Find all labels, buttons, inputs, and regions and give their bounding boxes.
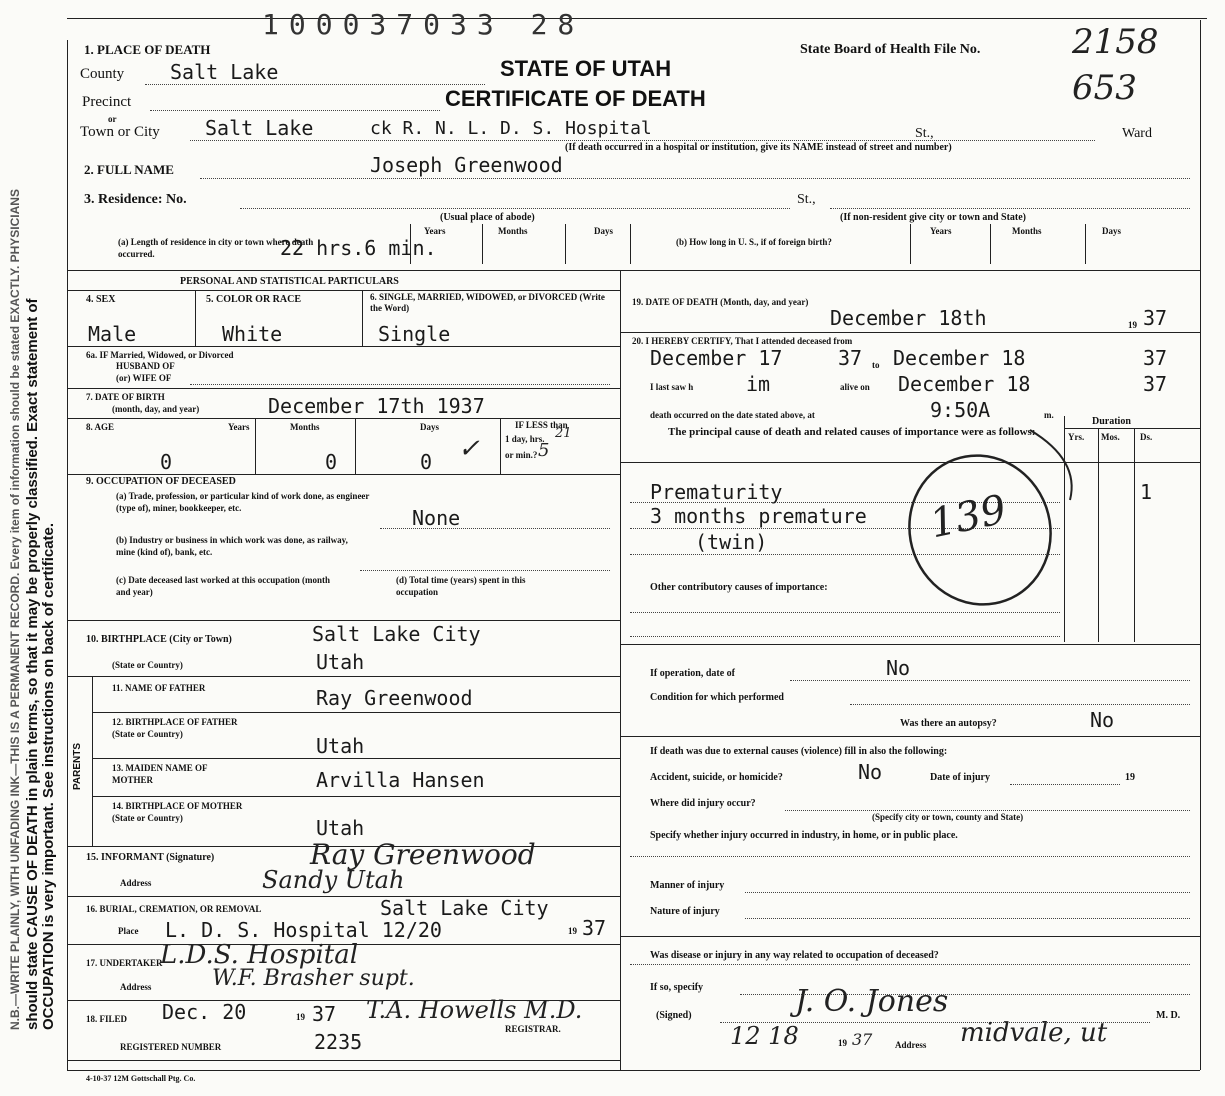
spouse-label-2: HUSBAND OF	[116, 361, 175, 371]
manner-label: Manner of injury	[650, 880, 725, 891]
nature-label: Nature of injury	[650, 906, 720, 917]
father-name-value: Ray Greenwood	[316, 686, 473, 710]
father-bp-label: 12. BIRTHPLACE OF FATHER (State or Country)	[112, 717, 238, 739]
specify-note: (Specify city or town, county and State)	[872, 812, 1024, 822]
age-days-value: 0	[420, 450, 433, 474]
age-years-value: 0	[160, 450, 173, 474]
death-date-value: December 18th	[830, 306, 987, 330]
cause-label: The principal cause of death and related causes of importance were as follows:	[668, 426, 1036, 438]
hospital-note: (If death occurred in a hospital or institution, give its NAME instead of street and number)	[565, 142, 952, 153]
state-title: STATE OF UTAH	[500, 56, 672, 81]
death-time: 9:50A	[930, 398, 991, 422]
ds-label: Ds.	[1140, 432, 1153, 442]
personal-title: PERSONAL AND STATISTICAL PARTICULARS	[180, 276, 399, 287]
file-no-label: State Board of Health File No.	[800, 42, 981, 57]
other-causes-label: Other contributory causes of importance:	[650, 582, 828, 593]
ward-label: Ward	[1122, 126, 1152, 141]
length-of-residence-label: (a) Length of residence in city or town where death occurred.	[118, 237, 314, 259]
where-label: Where did injury occur?	[650, 798, 756, 809]
mos-label: Mos.	[1101, 432, 1120, 442]
cause-2: 3 months premature	[650, 504, 867, 528]
occupation-d-label: (d) Total time (years) spent in this occupation	[396, 575, 526, 597]
registrar-signature: T.A. Howells M.D.	[366, 996, 583, 1024]
alive-year: 37	[1143, 372, 1168, 396]
mother-name-value: Arvilla Hansen	[316, 768, 485, 792]
res-days-label: Days	[594, 226, 614, 236]
age-years-label: Years	[228, 422, 250, 432]
registrar-label: REGISTRAR.	[505, 1024, 561, 1034]
cause-3: (twin)	[695, 530, 768, 554]
occurred-label: death occurred on the date stated above, at	[650, 410, 815, 420]
check-mark: ✓	[458, 434, 480, 464]
informant-label: 15. INFORMANT (Signature)	[86, 852, 215, 863]
less-label-1: IF LESS than	[515, 420, 568, 430]
burial-label: 16. BURIAL, CREMATION, OR REMOVAL	[86, 904, 262, 914]
occupation-b-label: (b) Industry or business in which work was done, as railway, mine (kind of), bank, etc.	[116, 535, 348, 557]
attended-from-year: 37	[838, 346, 863, 370]
signed-year: 37	[852, 1030, 873, 1049]
burial-year: 37	[582, 916, 607, 940]
alive-label: alive on	[840, 382, 870, 392]
color-label: 5. COLOR OR RACE	[206, 294, 302, 305]
burial-year-prefix: 19	[568, 926, 577, 936]
undertaker-signature: L.D.S. Hospital	[160, 940, 359, 970]
marital-value: Single	[378, 322, 451, 346]
non-resident-note: (If non-resident give city or town and State)	[840, 212, 1027, 223]
age-months-value: 0	[325, 450, 338, 474]
file-no-2: 653	[1072, 68, 1137, 108]
birthplace-state-value: Utah	[316, 650, 365, 674]
death-year: 37	[1143, 306, 1168, 330]
res-months-label: Months	[498, 226, 528, 236]
age-label: 8. AGE	[86, 422, 115, 432]
signed-signature: J. O. Jones	[795, 984, 949, 1019]
cause-1: Prematurity	[650, 480, 783, 504]
undertaker-label: 17. UNDERTAKER	[86, 958, 163, 968]
st-label-1: St.,	[915, 126, 934, 141]
death-date-label: 19. DATE OF DEATH (Month, day, and year)	[632, 297, 809, 307]
county-value: Salt Lake	[170, 60, 279, 84]
mother-bp-label: 14. BIRTHPLACE OF MOTHER (State or Country)	[112, 801, 243, 823]
length-of-residence-value: 22 hrs.6 min.	[280, 236, 437, 260]
accident-value: No	[858, 760, 883, 784]
registered-number-label: REGISTERED NUMBER	[120, 1042, 222, 1052]
injury-year-prefix: 19	[1125, 772, 1135, 783]
burial-place-value: Salt Lake City	[380, 896, 549, 920]
duration-label: Duration	[1092, 416, 1131, 427]
mother-birthplace-value: Utah	[316, 816, 365, 840]
registered-number: 2235	[314, 1030, 363, 1054]
county-label: County	[80, 66, 125, 82]
signed-date: 12 18	[730, 1022, 799, 1050]
sex-value: Male	[88, 322, 137, 346]
color-value: White	[222, 322, 283, 346]
occupation-c-label: (c) Date deceased last worked at this occupation (month and year)	[116, 575, 330, 597]
m-label: m.	[1044, 410, 1054, 420]
father-name-label: 11. NAME OF FATHER	[112, 683, 206, 693]
attended-to-label: to	[872, 360, 880, 370]
birthplace-state-label: (State or Country)	[112, 660, 183, 670]
serial-number: 100037033 28	[262, 8, 585, 41]
mother-name-label: 13. MAIDEN NAME OF MOTHER	[112, 763, 208, 785]
signed-year-prefix: 19	[838, 1038, 847, 1048]
alive-date: December 18	[898, 372, 1031, 396]
st-label-2: St.,	[797, 192, 816, 207]
informant-address-label: Address	[120, 878, 152, 888]
town-value: Salt Lake	[205, 116, 314, 140]
less-label-3: or min.?	[505, 450, 538, 460]
filed-date: Dec. 20	[162, 1000, 247, 1024]
signed-address-label: Address	[895, 1040, 927, 1050]
signed-address: midvale, ut	[960, 1018, 1108, 1048]
burial-detail: L. D. S. Hospital 12/20	[165, 918, 442, 942]
disease-label: Was disease or injury in any way related to occupation of deceased?	[650, 950, 939, 961]
death-year-prefix: 19	[1128, 320, 1137, 330]
file-no: 2158	[1072, 22, 1159, 62]
yrs-label: Yrs.	[1068, 432, 1085, 442]
cause-1-days: 1	[1140, 480, 1153, 504]
filed-label: 18. FILED	[86, 1014, 128, 1024]
operation-label: If operation, date of	[650, 668, 735, 679]
operation-value: No	[886, 656, 911, 680]
dob-label-2: (month, day, and year)	[112, 404, 200, 414]
occupation-value: None	[412, 506, 461, 530]
full-name-label: 2. FULL NAME	[84, 162, 174, 177]
spouse-label-1: 6a. IF Married, Widowed, or Divorced	[86, 350, 234, 360]
informant-signature: Ray Greenwood	[310, 838, 536, 871]
side-note-0: N.B.—WRITE PLAINLY, WITH UNFADING INK—THIS IS A PERMANENT RECORD. Every item of information should be stated EXACTLY. PHYSICIANS	[8, 189, 22, 1030]
birthplace-city-value: Salt Lake City	[312, 622, 481, 646]
last-saw-label: I last saw h	[650, 382, 694, 392]
less-hrs-value: 21	[555, 426, 572, 441]
md-label: M. D.	[1156, 1010, 1181, 1021]
us-days-label: Days	[1102, 226, 1122, 236]
attended-to: December 18	[893, 346, 1026, 370]
side-note-1: should state CAUSE OF DEATH in plain terms, so that it may be properly classified. Exact statement of	[24, 298, 41, 1030]
sex-label: 4. SEX	[86, 294, 116, 305]
last-saw-him: im	[746, 372, 771, 396]
specify-industry: Specify whether injury occurred in industry, in home, or in public place.	[650, 830, 958, 841]
age-days-label: Days	[420, 422, 440, 432]
full-name-value: Joseph Greenwood	[370, 153, 563, 177]
precinct-label: Precinct	[82, 94, 132, 110]
spouse-label-3: (or) WIFE OF	[116, 373, 172, 383]
parents-label: PARENTS	[72, 742, 83, 790]
printer-note: 4-10-37 12M Gottschall Ptg. Co.	[86, 1074, 196, 1083]
residence-label: 3. Residence: No.	[84, 192, 187, 207]
hospital-value: ck R. N. L. D. S. Hospital	[370, 118, 652, 139]
dob-value: December 17th 1937	[268, 394, 485, 418]
side-note-2: OCCUPATION is very important. See instructions on back of certificate.	[40, 522, 57, 1030]
burial-place-label: Place	[118, 926, 139, 936]
town-label: Town or City	[80, 124, 160, 140]
birthplace-label: 10. BIRTHPLACE (City or Town)	[86, 634, 232, 645]
us-residence-label: (b) How long in U. S., if of foreign birth?	[676, 237, 832, 247]
marital-label: 6. SINGLE, MARRIED, WIDOWED, or DIVORCED (Write the Word)	[370, 292, 605, 313]
autopsy-label: Was there an autopsy?	[900, 718, 997, 729]
certificate-title: CERTIFICATE OF DEATH	[445, 86, 706, 111]
attended-from: December 17	[650, 346, 783, 370]
less-min-value: 5	[538, 440, 550, 461]
father-birthplace-value: Utah	[316, 734, 365, 758]
usual-abode-note: (Usual place of abode)	[440, 212, 535, 223]
condition-label: Condition for which performed	[650, 692, 784, 703]
informant-address: Sandy Utah	[262, 866, 405, 894]
injury-date-label: Date of injury	[930, 772, 990, 783]
occupation-label: 9. OCCUPATION OF DECEASED	[86, 476, 236, 487]
attended-to-year: 37	[1143, 346, 1168, 370]
place-of-death-label: 1. PLACE OF DEATH	[84, 42, 211, 57]
less-label-2: 1 day, hrs.	[505, 434, 545, 444]
accident-label: Accident, suicide, or homicide?	[650, 772, 783, 783]
us-months-label: Months	[1012, 226, 1042, 236]
age-months-label: Months	[290, 422, 320, 432]
undertaker-address: W.F. Brasher supt.	[212, 966, 415, 991]
if-so-label: If so, specify	[650, 982, 704, 993]
occupation-a-label: (a) Trade, profession, or particular kind of work done, as engineer (type of), miner, bookkeeper, etc.	[116, 491, 370, 513]
res-years-label: Years	[424, 226, 446, 236]
filed-year: 37	[312, 1002, 337, 1026]
us-years-label: Years	[930, 226, 952, 236]
or-label: or	[108, 114, 117, 124]
dob-label-1: 7. DATE OF BIRTH	[86, 392, 165, 402]
undertaker-address-label: Address	[120, 982, 152, 992]
autopsy-value: No	[1090, 708, 1115, 732]
external-causes-label: If death was due to external causes (violence) fill in also the following:	[650, 746, 948, 757]
signed-label: (Signed)	[656, 1010, 692, 1021]
certify-label: 20. I HEREBY CERTIFY, That I attended deceased from	[632, 336, 853, 346]
circled-code: 139	[926, 486, 1011, 548]
filed-year-prefix: 19	[296, 1012, 305, 1022]
